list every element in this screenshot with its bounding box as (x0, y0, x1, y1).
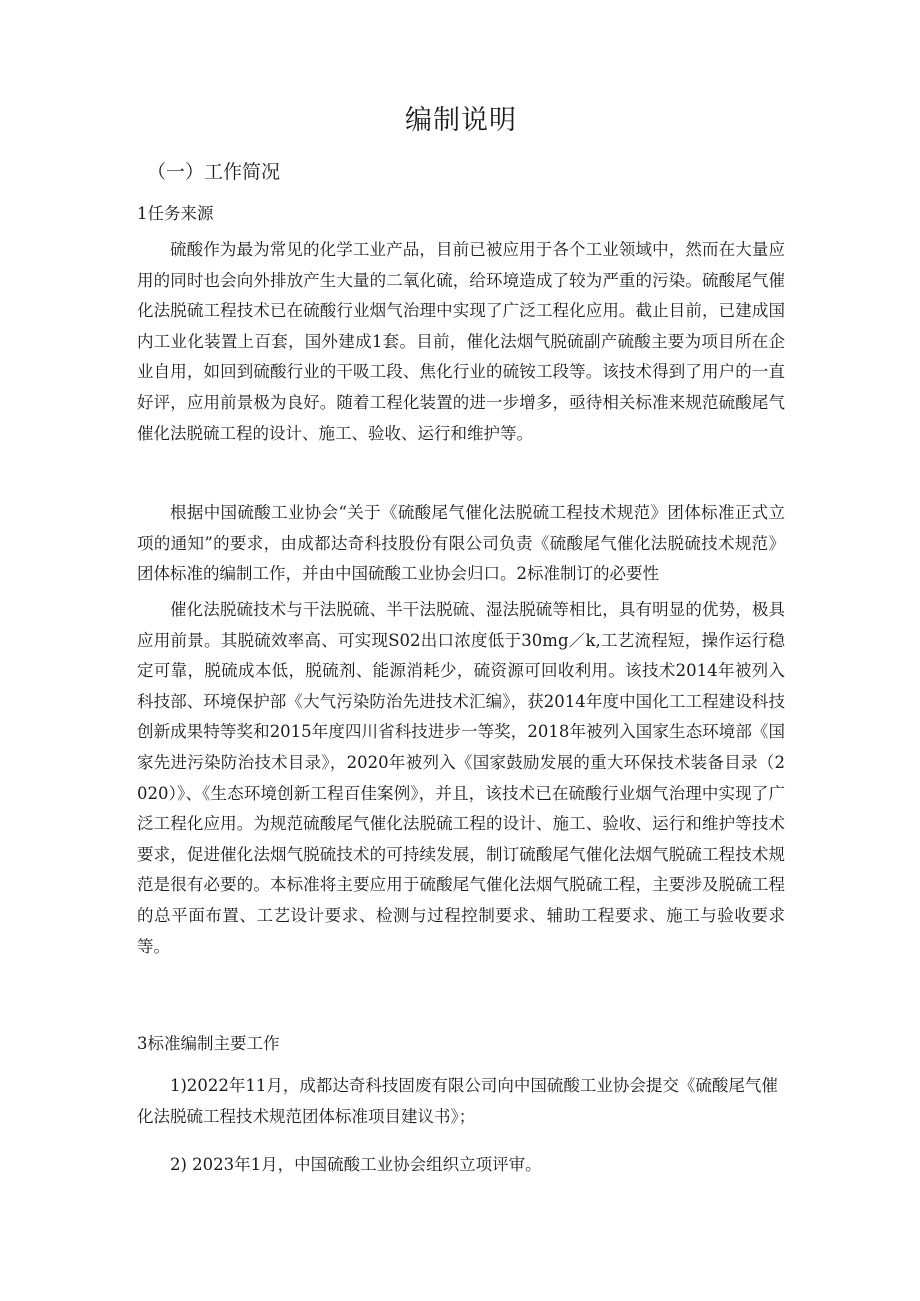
document-title: 编制说明 (405, 105, 517, 136)
paragraph-task-source: 硫酸作为最为常见的化学工业产品，目前已被应用于各个工业领域中，然而在大量应用的同时也会向外排放产生大量的二氧化硫，给环境造成了较为严重的污染。硫酸尾气催化法脱硫工程技术已在硫酸行业烟气治理中实现了广泛工程化应用。截止目前，已建成国内工业化装置上百套，国外建成1套。目前，催化法烟气脱硫副产硫酸主要为项目所在企业自用，如回到硫酸行业的干吸工段、焦化行业的硫铵工段等。该技术得到了用户的一直好评，应用前景极为良好。随着工程化装置的进一步增多，亟待相关标准来规范硫酸尾气催化法脱硫工程的设计、施工、验收、运行和维护等。 (137, 240, 785, 443)
list-item-2: 2) 2023年1月，中国硫酸工业协会组织立项评审。 (170, 1155, 542, 1174)
section-heading-work-overview: （一）工作简况 (147, 161, 281, 183)
subheading-task-source: 1任务来源 (137, 204, 214, 223)
paragraph-project-approval: 根据中国硫酸工业协会“关于《硫酸尾气催化法脱硫工程技术规范》团体标准正式立项的通知”的要求，由成都达奇科技股份有限公司负责《硫酸尾气催化法脱硫技术规范》团体标准的编制工作，并由中国硫酸工业协会归口。2标准制订的必要性 (137, 503, 785, 584)
paragraph-necessity: 催化法脱硫技术与干法脱硫、半干法脱硫、湿法脱硫等相比，具有明显的优势，极具应用前景。其脱硫效率高、可实现S02出口浓度低于30mg／k,工艺流程短，操作运行稳定可靠，脱硫成本低，脱硫剂、能源消耗少，硫资源可回收利用。该技术2014年被列入科技部、环境保护部《大气污染防治先进技术汇编》，获2014年度中国化工工程建设科技创新成果特等奖和2015年度四川省科技进步一等奖，2018年被列入国家生态环境部《国家先进污染防治技术目录》，2020年被列入《国家鼓励发展的重大环保技术装备目录（2020）》、《生态环境创新工程百佳案例》，并且，该技术已在硫酸行业烟气治理中实现了广泛工程化应用。为规范硫酸尾气催化法脱硫工程的设计、施工、验收、运行和维护等技术要求，促进催化法烟气脱硫技术的可持续发展，制订硫酸尾气催化法烟气脱硫工程技术规范是很有必要的。本标准将主要应用于硫酸尾气催化法烟气脱硫工程，主要涉及脱硫工程的总平面布置、工艺设计要求、检测与过程控制要求、辅助工程要求、施工与验收要求等。 (137, 600, 785, 956)
subheading-main-work: 3标准编制主要工作 (137, 1034, 280, 1053)
list-item-1: 1)2022年11月，成都达奇科技固废有限公司向中国硫酸工业协会提交《硫酸尾气催化法脱硫工程技术规范团体标准项目建议书》； (137, 1076, 778, 1126)
